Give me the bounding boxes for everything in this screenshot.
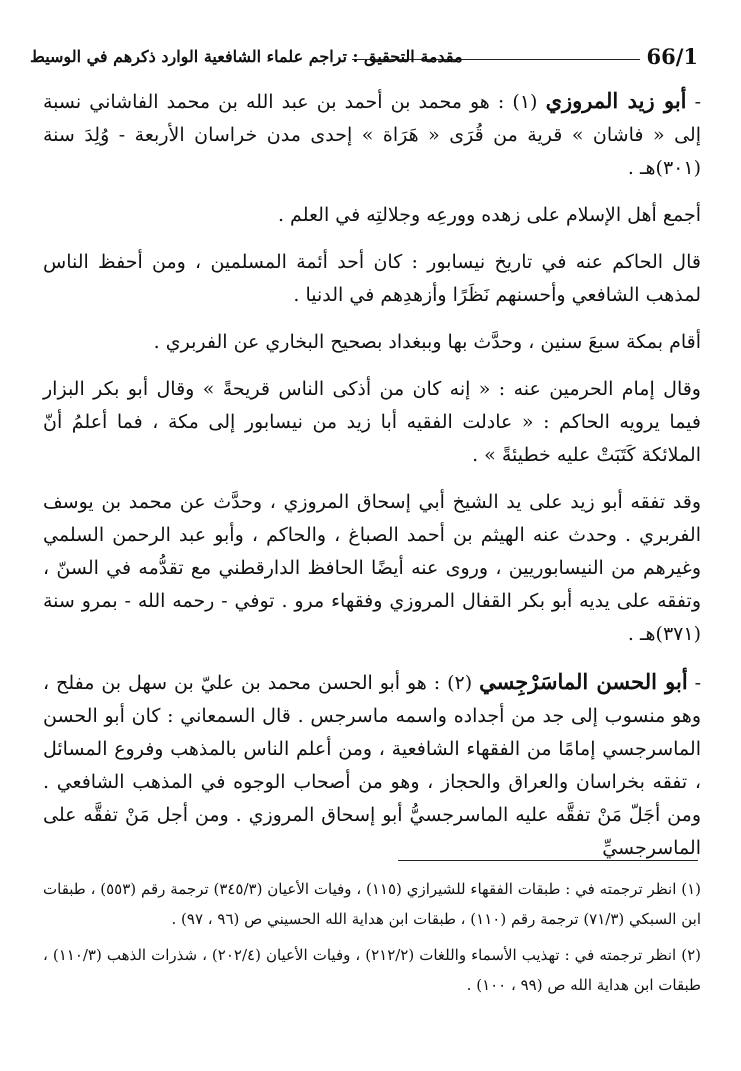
entry-dash: -: [686, 91, 702, 113]
paragraph: وقد تفقه أبو زيد على يد الشيخ أبي إسحاق المروزي ، وحدَّث عن محمد بن يوسف الفربري . وحدث عنه الهيثم بن أحمد الصباغ ، والحاكم ، وأبو عبد الرحمن السلمي وغيرهم من النيسابوريين ، وروى عنه أيضًا الحافظ الدارقطني مع تقدُّمه في السنّ ، وتفقه على يديه أبو بكر القفال المروزي وفقهاء مرو . توفي - رحمه الله - بمرو سنة (٣٧١)هـ .: [43, 491, 701, 645]
running-header: [30, 44, 698, 74]
footnotes: [43, 874, 701, 1000]
entry-text: : هو أبو الحسن محمد بن عليّ بن سهل بن مفلح ، وهو منسوب إلى جد من أجداده واسمه ماسرجس . قال السمعاني : كان أبو الحسن الماسرجسي إمامًا من الفقهاء الشافعية ، ومن أعلم الناس بالمذهب وفروع المسائل ، تفقه بخراسان والعراق والحجاز ، وهو من أصحاب الوجوه في المذهب الشافعي . ومن أجَلّ مَنْ تفقَّه عليه الماسرجسيُّ أبو إسحاق المروزي . ومن أجل مَنْ تفقَّه على الماسرجسيِّ: [43, 672, 701, 859]
entry-dash: -: [687, 672, 701, 694]
entry-abu-al-hasan: [43, 665, 701, 865]
footnote-1: (١) انظر ترجمته في : طبقات الفقهاء للشيرازي (١١٥) ، وفيات الأعيان (٣٤٥/٣) ترجمة رقم (٥٥٣) ، طبقات ابن السبكي (٧١/٣) ترجمة رقم (١١٠) ، طبقات ابن هداية الله الحسيني ص (٩٦ ، ٩٧) .: [43, 880, 701, 928]
entry-name: أبو زيد المروزي: [545, 88, 687, 113]
footnote-ref: (١): [504, 91, 546, 113]
paragraph: أجمع أهل الإسلام على زهده وورعِه وجلالتِه في العلم .: [277, 204, 701, 226]
entry-text: : هو محمد بن أحمد بن عبد الله بن محمد الفاشاني نسبة إلى « فاشان » قرية من قُرَى « هَرَاة » إحدى مدن خراسان الأربعة - وُلِدَ سنة (٣٠١)هـ .: [43, 91, 701, 179]
footnote-2: (٢) انظر ترجمته في : تهذيب الأسماء واللغات (٢١٢/٢) ، وفيات الأعيان (٢٠٢/٤) ، شذرات الذهب (١١٠/٣) ، طبقات ابن هداية الله ص (٩٩ ، ١٠٠) .: [43, 946, 701, 994]
page-number: 66/1: [646, 44, 698, 69]
footnote-ref: (٢): [440, 672, 480, 694]
paragraph: أقام بمكة سبعَ سنين ، وحدَّث بها وببغداد بصحيح البخاري عن الفربري .: [153, 331, 701, 353]
paragraph: وقال إمام الحرمين عنه : « إنه كان من أذكى الناس قريحةً » وقال أبو بكر البزار فيما يرويه الحاكم : « عادلت الفقيه أبا زيد من نيسابور إلى مكة ، فما أعلمُ أنّ الملائكة كَتَبَتْ عليه خطيئةً » .: [43, 378, 701, 466]
entry-name: أبو الحسن الماسَرْجِسي: [479, 669, 688, 694]
running-title: مقدمة التحقيق : تراجم علماء الشافعية الوارد ذكرهم في الوسيط: [30, 47, 463, 66]
main-text: [43, 84, 701, 865]
footnote-separator: [398, 860, 698, 861]
entry-abu-zayd: [43, 84, 701, 185]
paragraph: قال الحاكم عنه في تاريخ نيسابور : كان أحد أئمة المسلمين ، ومن أحفظ الناس لمذهب الشافعي وأحسنهم نَظَرًا وأزهدِهم في الدنيا .: [43, 251, 701, 306]
